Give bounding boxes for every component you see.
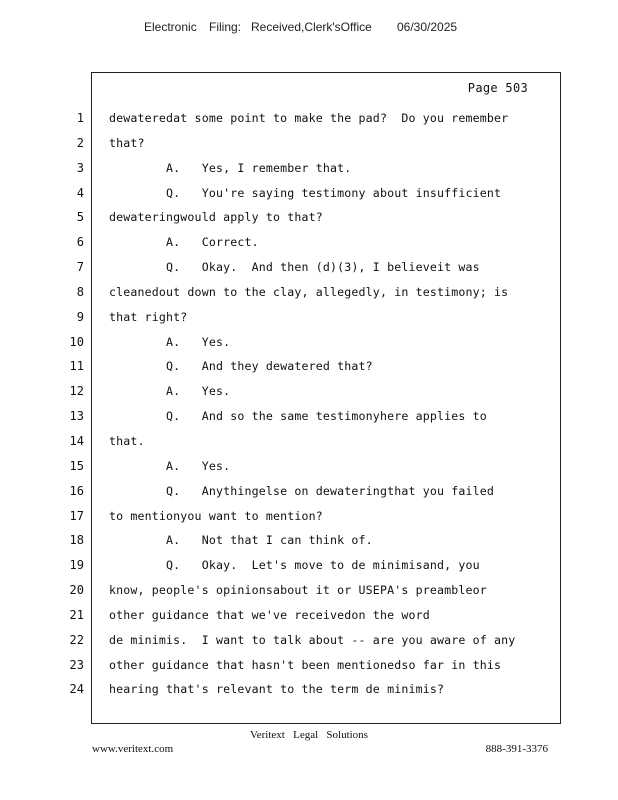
transcript-line: A. Yes. [109,458,231,473]
transcript-line: Q. You're saying testimony about insufficient [109,185,502,200]
line-number: 19 [69,558,84,573]
line-number: 15 [69,458,84,473]
transcript-line: other guidance that hasn't been mentionedso far in this [109,657,502,672]
transcript-line: Q. And they dewatered that? [109,359,373,374]
transcript-line: Q. Okay. And then (d)(3), I believeit was [109,260,480,275]
transcript-line: dewateredat some point to make the pad? Do you remember [109,111,509,125]
footer-company: Veritext Legal Solutions [250,729,368,741]
transcript-line: A. Correct. [109,235,259,250]
transcript-line: A. Yes. [109,334,231,349]
line-number: 7 [76,260,84,275]
transcript-line: know, people's opinionsabout it or USEPA's preambleor [109,583,487,598]
line-number: 3 [76,160,84,175]
transcript-text [109,110,554,706]
line-number: 4 [76,185,84,200]
line-number: 10 [69,334,84,349]
transcript-line: to mentionyou want to mention? [109,508,323,523]
header-label-electronic: Electronic [144,20,197,34]
transcript-line: that right? [109,309,188,324]
transcript-line: hearing that's relevant to the term de minimis? [109,682,445,697]
line-number: 5 [76,210,84,225]
footer-website: www.veritext.com [92,743,174,755]
transcript-line: that. [109,433,145,448]
line-number-column [58,110,84,706]
line-number: 12 [69,384,84,399]
header-label-received: Received,Clerk'sOffice [251,20,372,34]
line-number: 8 [76,284,84,299]
line-number: 13 [69,409,84,424]
transcript-line: dewateringwould apply to that? [109,210,323,225]
footer-phone: 888-391-3376 [485,743,548,755]
page-number: Page 503 [467,81,528,95]
transcript-line: Q. Okay. Let's move to de minimisand, you [109,558,480,573]
header-date: 06/30/2025 [397,20,458,34]
transcript-line: A. Yes. [109,384,231,399]
line-number: 21 [69,607,84,622]
filing-header [0,20,618,38]
transcript-line: de minimis. I want to talk about -- are you aware of any [109,632,516,647]
line-number: 11 [69,359,84,374]
line-number: 2 [76,135,84,150]
line-number: 14 [69,433,84,448]
transcript-line: Q. Anythingelse on dewateringthat you failed [109,483,495,498]
line-number: 18 [69,533,84,548]
line-number: 17 [69,508,84,523]
line-number: 20 [69,583,84,598]
line-number: 16 [69,483,84,498]
line-number: 6 [76,235,84,250]
transcript-line: Q. And so the same testimonyhere applies to [109,409,487,424]
transcript-line: A. Yes, I remember that. [109,160,352,175]
line-number: 24 [69,682,84,697]
line-number: 1 [76,111,84,125]
line-number: 22 [69,632,84,647]
transcript-line: that? [109,135,145,150]
header-label-filing: Filing: [209,20,242,34]
transcript-line: other guidance that we've receivedon the word [109,607,430,622]
line-number: 23 [69,657,84,672]
transcript-line: cleanedout down to the clay, allegedly, in testimony; is [109,284,509,299]
line-number: 9 [76,309,84,324]
transcript-line: A. Not that I can think of. [109,533,373,548]
